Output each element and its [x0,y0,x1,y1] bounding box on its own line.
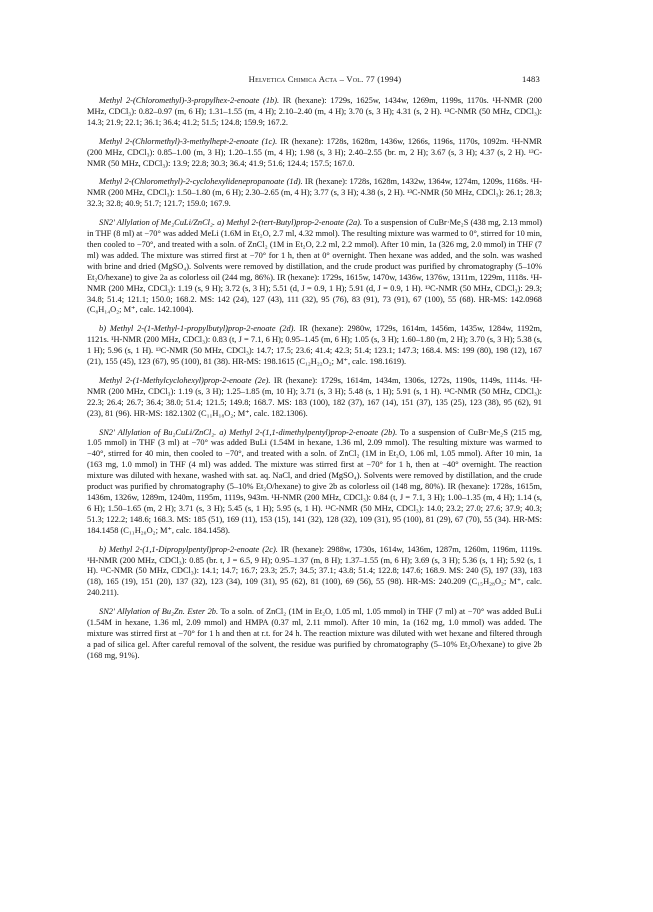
paragraph-2b [87,428,542,537]
compound-title: Methyl 2-(Chlormethyl)-3-methylhept-2-enoate (1c). [99,136,278,146]
paragraph-2c [87,545,542,600]
compound-title: SN2′ Allylation of Me₂CuLi/ZnCl₂. a) Methyl 2-(tert-Butyl)prop-2-enoate (2a). [99,218,363,228]
compound-title: SN2′ Allylation of Bu₂Zn. Ester 2b. [99,607,219,617]
compound-title: Methyl 2-(1-Methylcyclohexyl)prop-2-enoate (2e). [99,375,271,385]
paragraph-2a [87,218,542,316]
paragraph-text: To a suspension of CuBr·Me₂S (438 mg, 2.13 mmol) in THF (8 ml) at −70° was added MeLi (1.6M in Et₂O, 2.7 ml, 4.32 mmol). The resulting mixture was warmed to 0°, stirred for 10 min, then cooled to −70°, and treated with a soln. of ZnCl₂ (1M in Et₂O, 2.2 ml, 2.2 mmol). After 10 min, 1a (326 mg, 2.0 mmol) in THF (7 ml) was added. The mixture was stirred first at −70° for 1 h, then at 0° overnight. Then hexane was added, and the soln. was washed with brine and dried (MgSO₄). Solvents were removed by distillation, and the crude product was purified by chromatography (5–10% Et₂O/hexane) to give 2a as colorless oil (244 mg, 86%). IR (hexane): 1729s, 1615w, 1470w, 1436w, 1376w, 1311m, 1229m, 1118s. ¹H-NMR (200 MHz, CDCl₃): 1.19 (s, 9 H); 3.72 (s, 3 H); 5.51 (d, J = 0.9, 1 H); 5.91 (d, J = 0.9, 1 H). ¹³C-NMR (50 MHz, CDCl₃): 29.3; 34.8; 51.4; 121.1; 150.0; 168.2. MS: 142 (24), 127 (43), 111 (32), 95 (76), 83 (91), 73 (91), 67 (100), 55 (68). HR-MS: 142.0968 (C₈H₁₄O₂; M⁺, calc. 142.1004). [87,218,542,315]
paragraph-text: IR (hexane): 1729s, 1614m, 1434m, 1306s, 1272s, 1190s, 1149s, 1114s. ¹H-NMR (200 MHz, CDCl₃): 1.19 (s, 3 H); 1.25–1.85 (m, 10 H); 3.71 (s, 3 H); 5.48 (s, 1 H); 5.91 (s, 1 H). ¹³C-NMR (50 MHz, CDCl₃): 22.3; 26.4; 26.7; 36.4; 38.0; 51.4; 121.5; 149.8; 168.7. MS: 183 (100), 182 (37), 167 (14), 151 (37), 135 (25), 123 (38), 95 (62), 91 (23), 81 (96). HR-MS: 182.1302 (C₁₁H₁₈O₂; M⁺, calc. 182.1306). [87,375,542,418]
compound-title: Methyl 2-(Chloromethyl)-3-propylhex-2-enoate (1b). [99,96,280,105]
paragraph-text: IR (hexane): 2988w, 1730s, 1614w, 1436m, 1287m, 1260m, 1196m, 1119s. ¹H-NMR (200 MHz, CDCl₃): 0.85 (br. t, J = 6.5, 9 H); 0.95–1.37 (m, 8 H); 1.37–1.55 (m, 6 H); 3.69 (s, 3 H); 5.36 (s, 1 H); 5.92 (s, 1 H). ¹³C-NMR (50 MHz, CDCl₃): 14.1; 14.7; 16.7; 23.3; 25.7; 34.5; 37.1; 43.8; 51.4; 122.8; 147.6; 168.9. MS: 240 (5), 197 (33), 183 (18), 165 (19), 151 (20), 137 (32), 123 (34), 109 (31), 95 (62), 81 (100), 69 (56), 55 (98). HR-MS: 240.209 (C₁₅H₂₈O₂; M⁺, calc. 240.211). [87,544,542,598]
compound-title: b) Methyl 2-(1,1-Dipropylpentyl)prop-2-enoate (2c). [99,544,278,554]
paragraph-text: To a soln. of ZnCl₂ (1M in Et₂O, 1.05 ml, 1.05 mmol) in THF (7 ml) at −70° was added BuLi (1.54M in hexane, 1.36 ml, 2.09 mmol) and HMPA (0.37 ml, 2.11 mmol). After 10 min, 1a (162 mg, 1.0 mmol) was added. The mixture was stirred first at −70° for 1 h and then at r.t. for 24 h. The reaction mixture was diluted with wet hexane and filtered through a pad of silica gel. After careful removal of the solvent, the residue was purified by chromatography (5–10% Et₂O/hexane) to give 2b (168 mg, 91%). [87,607,542,660]
journal-title: Helvetica Chimica Acta – Vol. 77 (1994) [248,74,402,84]
page-number: 1483 [522,74,540,84]
paragraph-text: IR (hexane): 1728s, 1628m, 1436w, 1266s, 1196s, 1170s, 1092m. ¹H-NMR (200 MHz, CDCl₃): 0.85–1.00 (m, 3 H); 1.20–1.55 (m, 4 H); 1.98 (s, 3 H); 2.40–2.55 (br. m, 2 H); 3.67 (s, 3 H); 4.37 (s, 2 H). ¹³C-NMR (50 MHz, CDCl₃): 13.9; 22.8; 30.3; 36.4; 41.9; 51.6; 124.4; 157.5; 167.0. [87,136,542,168]
paragraph-text: IR (hexane): 1729s, 1625w, 1434w, 1269m, 1199s, 1170s. ¹H-NMR (200 MHz, CDCl₃): 0.82–0.97 (m, 6 H); 1.31–1.55 (m, 4 H); 2.10–2.40 (m, 4 H); 3.70 (s, 3 H); 4.31 (s, 2 H). ¹³C-NMR (50 MHz, CDCl₃): 14.3; 21.9; 22.1; 36.1; 36.4; 41.2; 51.5; 124.8; 159.9; 167.2. [87,96,542,127]
paragraph-text: IR (hexane): 1728s, 1628m, 1432w, 1364w, 1274m, 1209s, 1168s. ¹H-NMR (200 MHz, CDCl₃): 1.50–1.80 (m, 6 H); 2.30–2.65 (m, 4 H); 3.77 (s, 3 H); 4.38 (s, 2 H). ¹³C-NMR (50 MHz, CDCl₃): 26.1; 28.3; 32.3; 32.8; 40.9; 51.7; 121.7; 159.0; 167.9. [87,177,543,209]
paragraph-1c [87,137,542,170]
paragraph-1b [87,96,542,129]
article-body [87,96,542,670]
running-header [110,74,540,88]
paragraph-2b-zinc [87,607,542,662]
paragraph-1d [87,177,542,210]
compound-title: SN2′ Allylation of Bu₂CuLi/ZnCl₂. a) Methyl 2-(1,1-dimethylpentyl)prop-2-enoate (2b). [99,427,398,437]
paragraph-text: IR (hexane): 2980w, 1729s, 1614m, 1456m, 1435w, 1284w, 1192m, 1121s. ¹H-NMR (200 MHz, CDCl₃): 0.83 (t, J = 7.1, 6 H); 0.95–1.45 (m, 6 H); 1.05 (s, 3 H); 1.60–1.80 (m, 2 H); 3.70 (s, 3 H); 5.38 (s, 1 H); 5.96 (s, 1 H). ¹³C-NMR (50 MHz, CDCl₃): 14.7; 17.5; 23.6; 41.4; 42.3; 51.4; 123.1; 147.3; 168.4. MS: 199 (80), 198 (12), 167 (21), 155 (45), 123 (67), 95 (100), 81 (38). HR-MS: 198.1615 (C₁₂H₂₂O₂; M⁺, calc. 198.1619). [87,324,542,367]
paragraph-2d [87,324,542,368]
compound-title: b) Methyl 2-(1-Methyl-1-propylbutyl)prop-2-enoate (2d). [99,324,296,334]
paragraph-2e [87,376,542,420]
compound-title: Methyl 2-(Chloromethyl)-2-cyclohexylidenepropanoate (1d). [99,177,303,187]
paragraph-text: To a suspension of CuBr·Me₂S (215 mg, 1.05 mmol) in THF (3 ml) at −70° was added BuLi (1.54M in hexane, 1.36 ml, 2.09 mmol). The resulting mixture was warmed to −40°, stirred for 40 min, then cooled to −70°, and treated with a soln. of ZnCl₂ (1M in Et₂O, 1.06 ml, 1.05 mmol). After 10 min, 1a (163 mg, 1.0 mmol) in THF (4 ml) was added. The mixture was stirred first at −70° for 1 h, then at −40° overnight. The reaction mixture was diluted with hexane, washed with sat. aq. NaCl, and dried (MgSO₄). Solvents were removed by distillation, and the crude product was purified by chromatography (5–10% Et₂O/hexane) to give 2b as colorless oil (148 mg, 80%). IR (hexane): 1728s, 1615m, 1436m, 1326w, 1289m, 1240m, 1195m, 1119s, 943m. ¹H-NMR (200 MHz, CDCl₃): 0.84 (t, J = 7.1, 3 H); 1.00–1.35 (m, 4 H); 1.14 (s, 6 H); 1.50–1.65 (m, 2 H); 3.71 (s, 3 H); 5.45 (s, 1 H); 5.95 (s, 1 H). ¹³C-NMR (50 MHz, CDCl₃): 14.0; 23.2; 27.0; 27.6; 37.9; 40.3; 51.3; 122.2; 148.6; 168.3. MS: 185 (51), 169 (11), 153 (15), 141 (32), 128 (32), 109 (31), 95 (100), 81 (29), 67 (70), 55 (34). HR-MS: 184.1458 (C₁₁H₂₀O₂; M⁺, calc. 184.1458). [87,427,542,535]
